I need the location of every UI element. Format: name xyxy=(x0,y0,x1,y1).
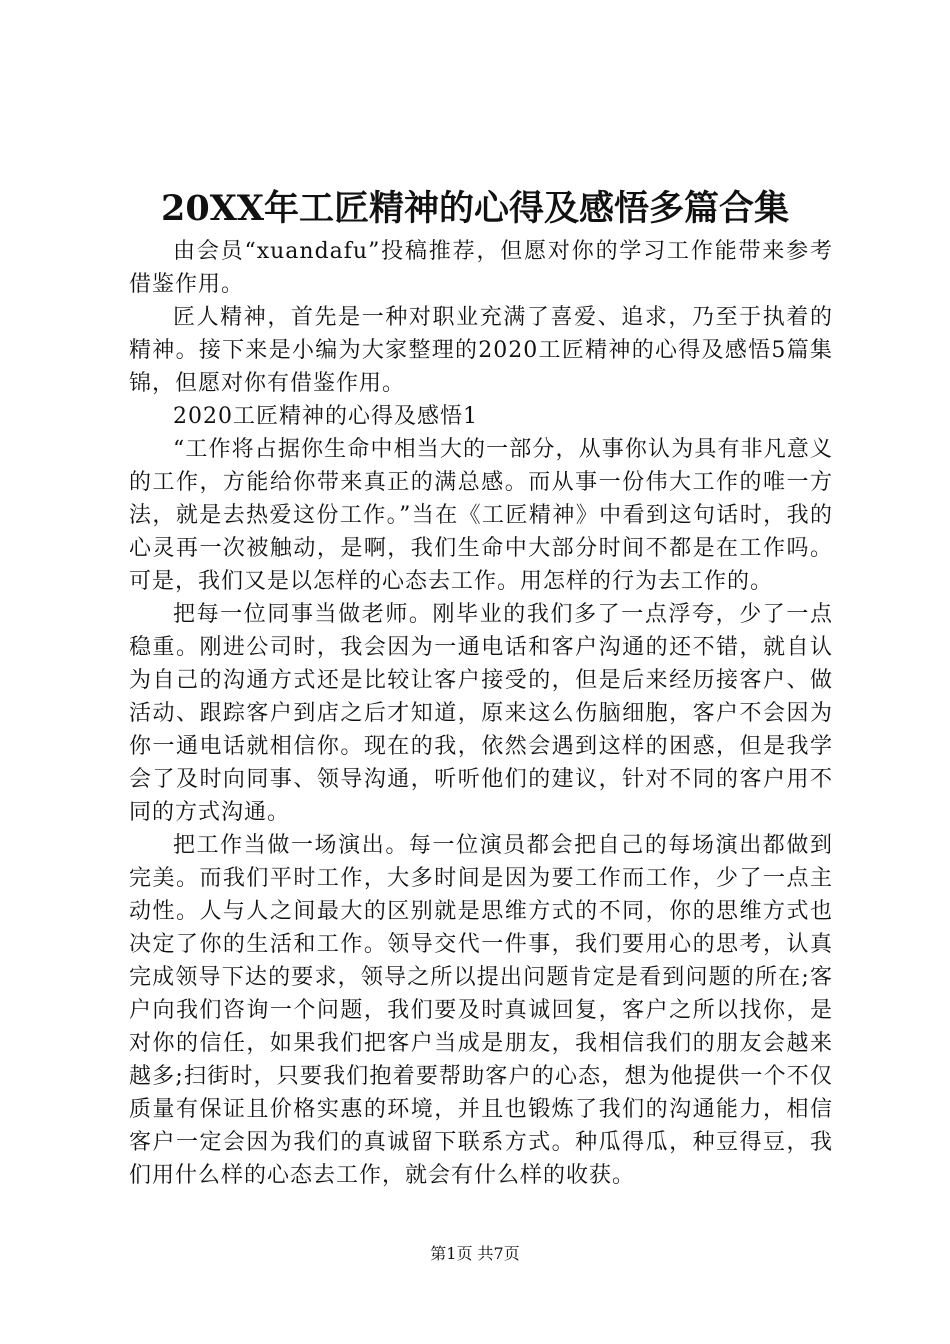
paragraph-colleagues: 把每一位同事当做老师。刚毕业的我们多了一点浮夸，少了一点稳重。刚进公司时，我会因为一通电话和客户沟通的还不错，就自认为自己的沟通方式还是比较让客户接受的，但是后来经历接客户、做活动、跟踪客户到店之后才知道，原来这么伤脑细胞，客户不会因为你一通电话就相信你。现在的我，依然会遇到这样的困惑，但是我学会了及时向同事、领导沟通，听听他们的建议，针对不同的客户用不同的方式沟通。 xyxy=(129,602,833,825)
page-number: 第1页 共7页 xyxy=(430,1244,520,1263)
paragraph-quote: “工作将占据你生命中相当大的一部分，从事你认为具有非凡意义的工作，方能给你带来真正的满总感。而从事一份伟大工作的唯一方法，就是去热爱这份工作。”当在《工匠精神》中看到这句话时，我的心灵再一次被触动，是啊，我们生命中大部分时间不都是在工作吗。可是，我们又是以怎样的心态去工作。用怎样的行为去工作的。 xyxy=(129,437,833,594)
section-heading: 2020工匠精神的心得及感悟1 xyxy=(173,404,478,429)
paragraph-summary: 匠人精神，首先是一种对职业充满了喜爱、追求，乃至于执着的精神。接下来是小编为大家整理的2020工匠精神的心得及感悟5篇集锦，但愿对你有借鉴作用。 xyxy=(129,305,833,396)
paragraph-intro: 由会员“xuandafu”投稿推荐，但愿对你的学习工作能带来参考借鉴作用。 xyxy=(129,239,833,297)
document-title: 20XX年工匠精神的心得及感悟多篇合集 xyxy=(160,188,790,229)
document-body xyxy=(129,235,833,1192)
paragraph-performance: 把工作当做一场演出。每一位演员都会把自己的每场演出都做到完美。而我们平时工作，大多时间是因为要工作而工作，少了一点主动性。人与人之间最大的区别就是思维方式的不同，你的思维方式也决定了你的生活和工作。领导交代一件事，我们要用心的思考，认真完成领导下达的要求，领导之所以提出问题肯定是看到问题的所在;客户向我们咨询一个问题，我们要及时真诚回复，客户之所以找你，是对你的信任，如果我们把客户当成是朋友，我相信我们的朋友会越来越多;扫街时，只要我们抱着要帮助客户的心态，想为他提供一个不仅质量有保证且价格实惠的环境，并且也锻炼了我们的沟通能力，相信客户一定会因为我们的真诚留下联系方式。种瓜得瓜，种豆得豆，我们用什么样的心态去工作，就会有什么样的收获。 xyxy=(129,833,833,1188)
